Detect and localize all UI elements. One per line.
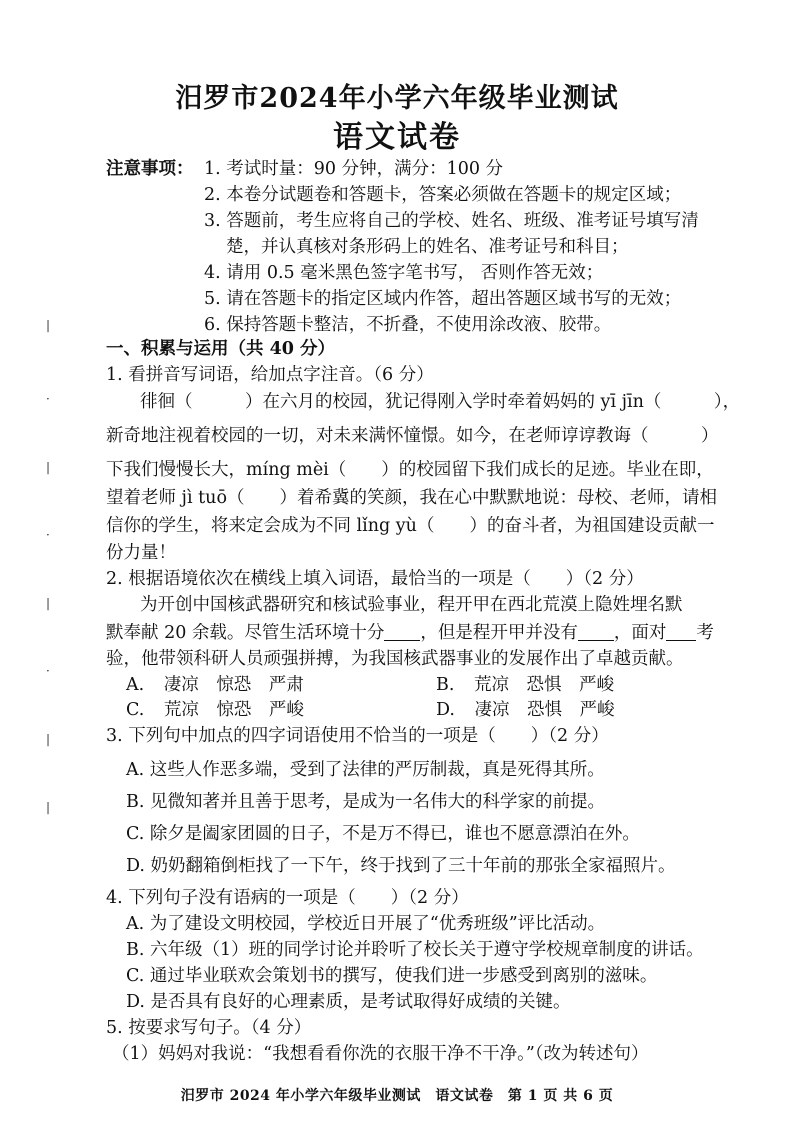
fill-blank-1[interactable] — [384, 624, 420, 641]
binding-mark: | — [46, 596, 51, 610]
page-footer: 汨罗市 2024 年小学六年级毕业测试 语文试卷 第 1 页 共 6 页 — [180, 1088, 614, 1104]
q2-option-b: B. 荒凉 恐惧 严峻 — [436, 675, 614, 695]
q2-line-1: 为开创中国核武器研究和核试验事业，程开甲在西北荒漠上隐姓埋名默 — [140, 595, 683, 615]
exam-title: 汨罗市2024年小学六年级毕业测试 — [175, 83, 619, 114]
q2-text-b: ，但是程开甲并没有 — [420, 623, 578, 643]
q2-text-a: 默奉献 20 余载。尽管生活环境十分 — [106, 623, 385, 643]
q2-option-a: A. 凄凉 惊恐 严肃 — [126, 675, 304, 695]
q3-option-a: A. 这些人作恶多端，受到了法律的严厉制裁，真是死得其所。 — [126, 760, 605, 780]
q4-option-a: A. 为了建设文明校园，学校近日开展了“优秀班级”评比活动。 — [126, 914, 606, 934]
binding-mark: · — [46, 528, 50, 542]
binding-mark: | — [46, 800, 51, 814]
q1-line-2: 新奇地注视着校园的一切，对未来满怀憧憬。如今，在老师谆谆教诲（ ） — [106, 426, 719, 446]
exam-subtitle: 语文试卷 — [333, 120, 461, 155]
q1-line-3: 下我们慢慢长大，míng mèi（ ）的校园留下我们成长的足迹。毕业在即， — [106, 460, 714, 480]
q2-option-c: C. 荒凉 惊恐 严峻 — [126, 700, 304, 720]
q2-text-c: ，面对 — [613, 623, 667, 643]
q2-line-2 — [106, 620, 714, 646]
fill-blank-2[interactable] — [578, 624, 614, 641]
q4-option-d: D. 是否具有良好的心理素质，是考试取得好成绩的关键。 — [126, 992, 571, 1012]
binding-mark: · — [46, 664, 50, 678]
binding-mark: | — [46, 732, 51, 746]
q2-stem: 2. 根据语境依次在横线上填入词语，最恰当的一项是（ ）（2 分） — [106, 569, 644, 589]
note-item-5: 5. 请在答题卡的指定区域内作答，超出答题区域书写的无效； — [204, 289, 682, 309]
note-item-3-cont: 楚，并认真核对条形码上的姓名、准考证号和科目； — [226, 237, 629, 257]
q4-stem: 4. 下列句子没有语病的一项是（ ）（2 分） — [106, 888, 469, 908]
note-item-2: 2. 本卷分试题卷和答题卡，答案必须做在答题卡的规定区域； — [204, 185, 682, 205]
q1-line-5: 信你的学生，将来定会成为不同 lǐng yù（ ）的奋斗者，为祖国建设贡献一 — [106, 516, 715, 536]
binding-mark: · — [46, 392, 50, 406]
notes-label: 注意事项： — [106, 159, 194, 179]
q3-option-c: C. 除夕是阖家团圆的日子，不是万不得已，谁也不愿意漂泊在外。 — [126, 824, 640, 844]
q5-sub-1: （1）妈妈对我说：“我想看看你洗的衣服干净不干净。”（改为转述句） — [112, 1044, 649, 1064]
q2-line-3: 验，他带领科研人员顽强拼搏，为我国核武器事业的发展作出了卓越贡献。 — [106, 649, 684, 669]
q2-text-d: 考 — [696, 623, 714, 643]
q3-stem: 3. 下列句中加点的四字词语使用不恰当的一项是（ ）（2 分） — [106, 726, 609, 746]
q3-option-d: D. 奶奶翻箱倒柜找了一下午，终于找到了三十年前的那张全家福照片。 — [126, 856, 676, 876]
fill-blank-3[interactable] — [666, 624, 696, 641]
q1-line-6: 份力量！ — [106, 543, 176, 563]
q1-stem: 1. 看拼音写词语，给加点字注音。（6 分） — [106, 365, 434, 385]
binding-mark: | — [46, 460, 51, 474]
q4-option-c: C. 通过毕业联欢会策划书的撰写，使我们进一步感受到离别的滋味。 — [126, 966, 658, 986]
note-item-3: 3. 答题前，考生应将自己的学校、姓名、班级、准考证号填写清 — [204, 211, 699, 231]
q1-line-1: 徘徊（ ）在六月的校园，犹记得刚入学时牵着妈妈的 yī jīn（ ）， — [140, 392, 741, 412]
note-item-6: 6. 保持答题卡整洁，不折叠，不使用涂改液、胶带。 — [204, 315, 612, 335]
note-item-1: 1. 考试时量：90 分钟，满分：100 分 — [204, 159, 504, 179]
q5-stem: 5. 按要求写句子。（4 分） — [106, 1018, 312, 1038]
q2-option-d: D. 凄凉 恐惧 严峻 — [436, 700, 615, 720]
q1-line-4: 望着老师 jì tuō（ ）着希冀的笑颜，我在心中默默地说：母校、老师，请相 — [106, 488, 717, 508]
section-heading: 一、积累与运用（共 40 分） — [106, 339, 336, 359]
q4-option-b: B. 六年级（1）班的同学讨论并聆听了校长关于遵守学校规章制度的讲话。 — [126, 940, 704, 960]
note-item-4: 4. 请用 0.5 毫米黑色签字笔书写， 否则作答无效； — [204, 263, 604, 283]
q3-option-b: B. 见微知著并且善于思考，是成为一名伟大的科学家的前提。 — [126, 792, 605, 812]
binding-mark: | — [46, 318, 51, 332]
